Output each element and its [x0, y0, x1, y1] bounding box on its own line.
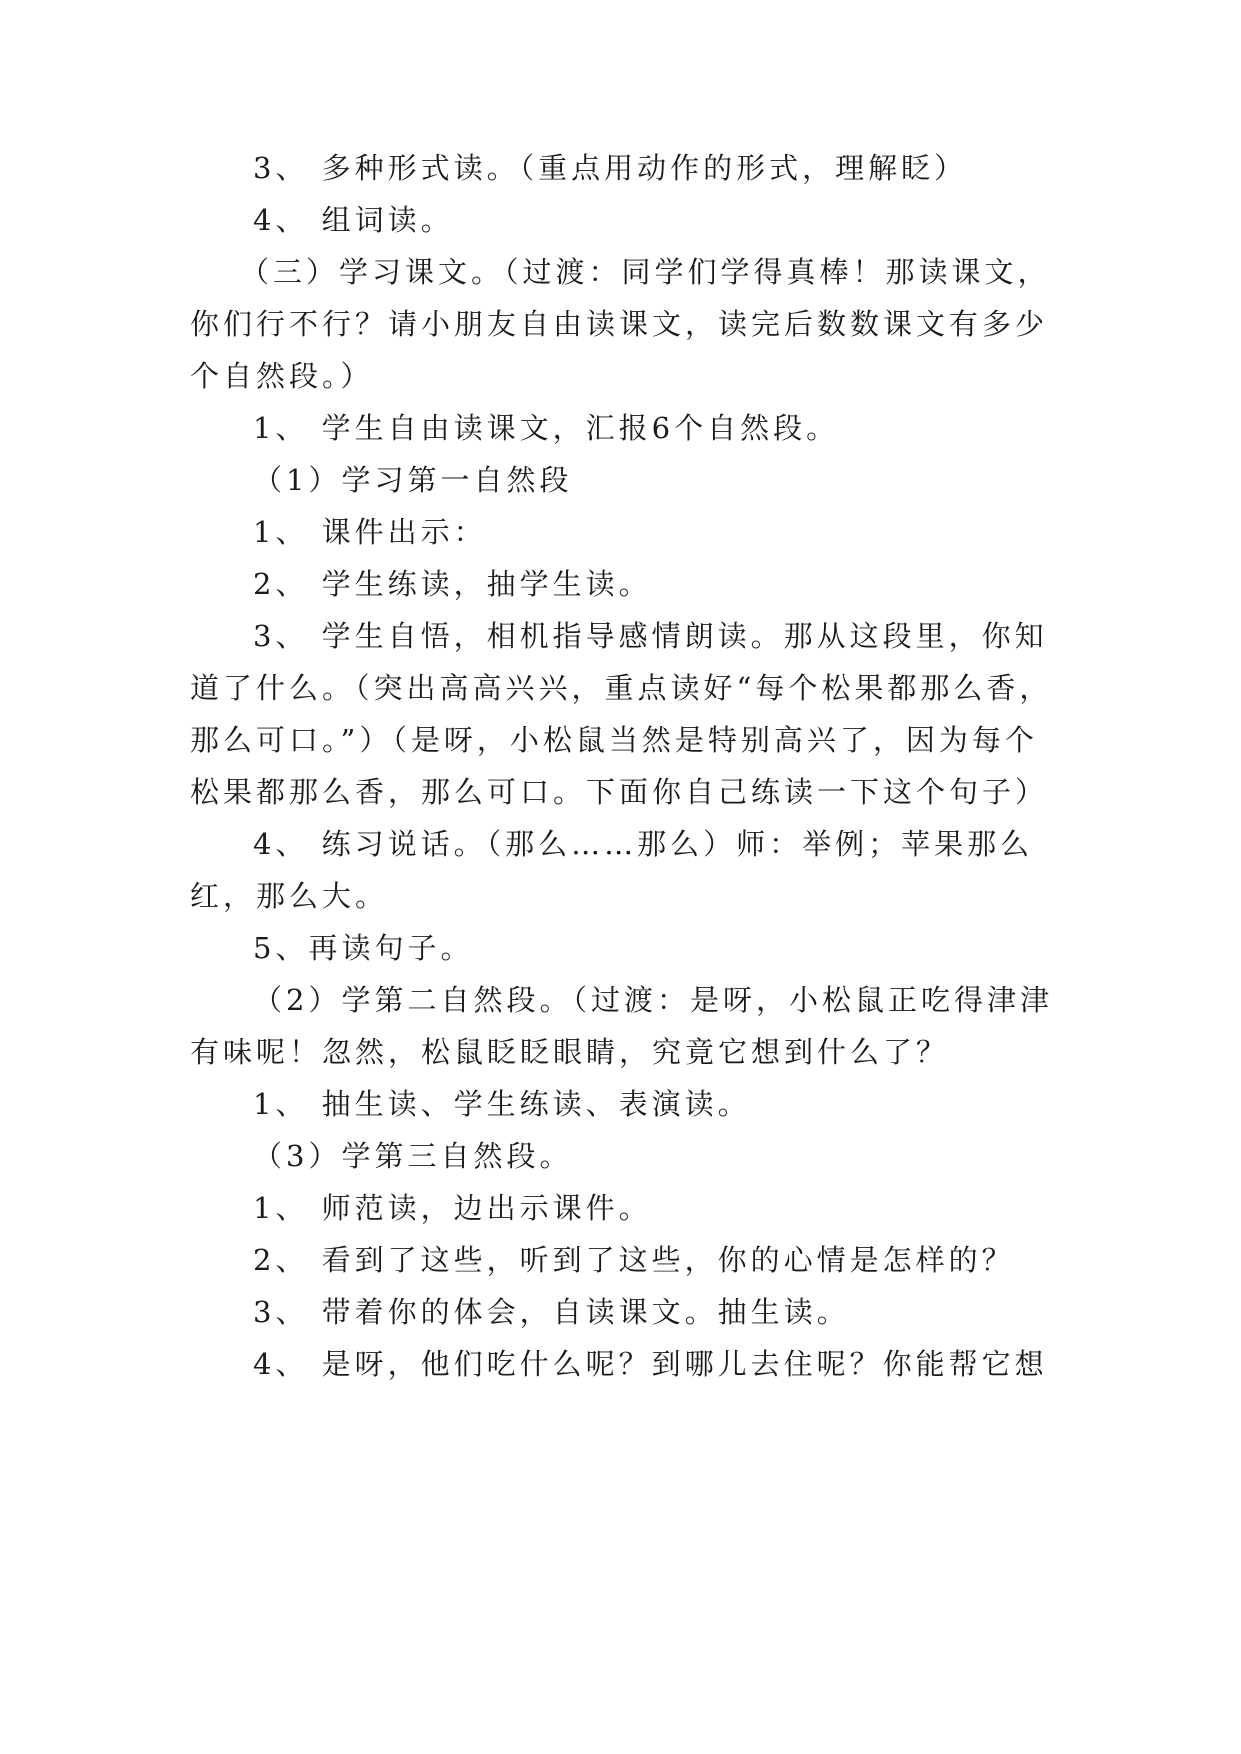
- text-line: 1、 课件出示：: [253, 515, 487, 549]
- text-line: 有味呢！忽然，松鼠眨眨眼睛，究竟它想到什么了？: [190, 1035, 950, 1069]
- text-line: 1、 抽生读、学生练读、表演读。: [253, 1087, 751, 1121]
- text-line: 你们行不行？请小朋友自由读课文，读完后数数课文有多少: [190, 307, 1049, 341]
- text-line: （1）学习第一自然段: [253, 463, 573, 497]
- text-line: 个自然段。）: [190, 359, 374, 393]
- text-line: 4、 组词读。: [253, 203, 454, 237]
- text-line: （3）学第三自然段。: [253, 1139, 573, 1173]
- text-line: 1、 师范读，边出示课件。: [253, 1191, 652, 1225]
- text-line: 2、 学生练读，抽学生读。: [253, 567, 652, 601]
- text-line: 红，那么大。: [190, 879, 389, 913]
- text-line: 4、 练习说话。（那么……那么）师：举例；苹果那么: [253, 827, 1034, 861]
- text-line: 3、 带着你的体会，自读课文。抽生读。: [253, 1295, 850, 1329]
- text-line: 道了什么。（突出高高兴兴，重点读好“每个松果都那么香，: [190, 671, 1053, 705]
- text-line: （三）学习课文。（过渡：同学们学得真棒！那读课文，: [240, 255, 1051, 289]
- text-line: （2）学第二自然段。（过渡：是呀，小松鼠正吃得津津: [253, 983, 1053, 1017]
- text-line: 松果都那么香，那么可口。下面你自己练读一下这个句子）: [190, 775, 1049, 809]
- text-line: 1、 学生自由读课文，汇报6个自然段。: [253, 411, 840, 445]
- text-line: 4、 是呀，他们吃什么呢？到哪儿去住呢？你能帮它想: [253, 1347, 1048, 1381]
- text-line: 2、 看到了这些，听到了这些，你的心情是怎样的？: [253, 1243, 1015, 1277]
- text-line: 5、再读句子。: [253, 931, 474, 965]
- text-line: 那么可口。”）（是呀，小松鼠当然是特别高兴了，因为每个: [190, 723, 1038, 757]
- text-line: 3、 多种形式读。（重点用动作的形式，理解眨）: [253, 151, 968, 185]
- text-line: 3、 学生自悟，相机指导感情朗读。那从这段里，你知: [253, 619, 1048, 653]
